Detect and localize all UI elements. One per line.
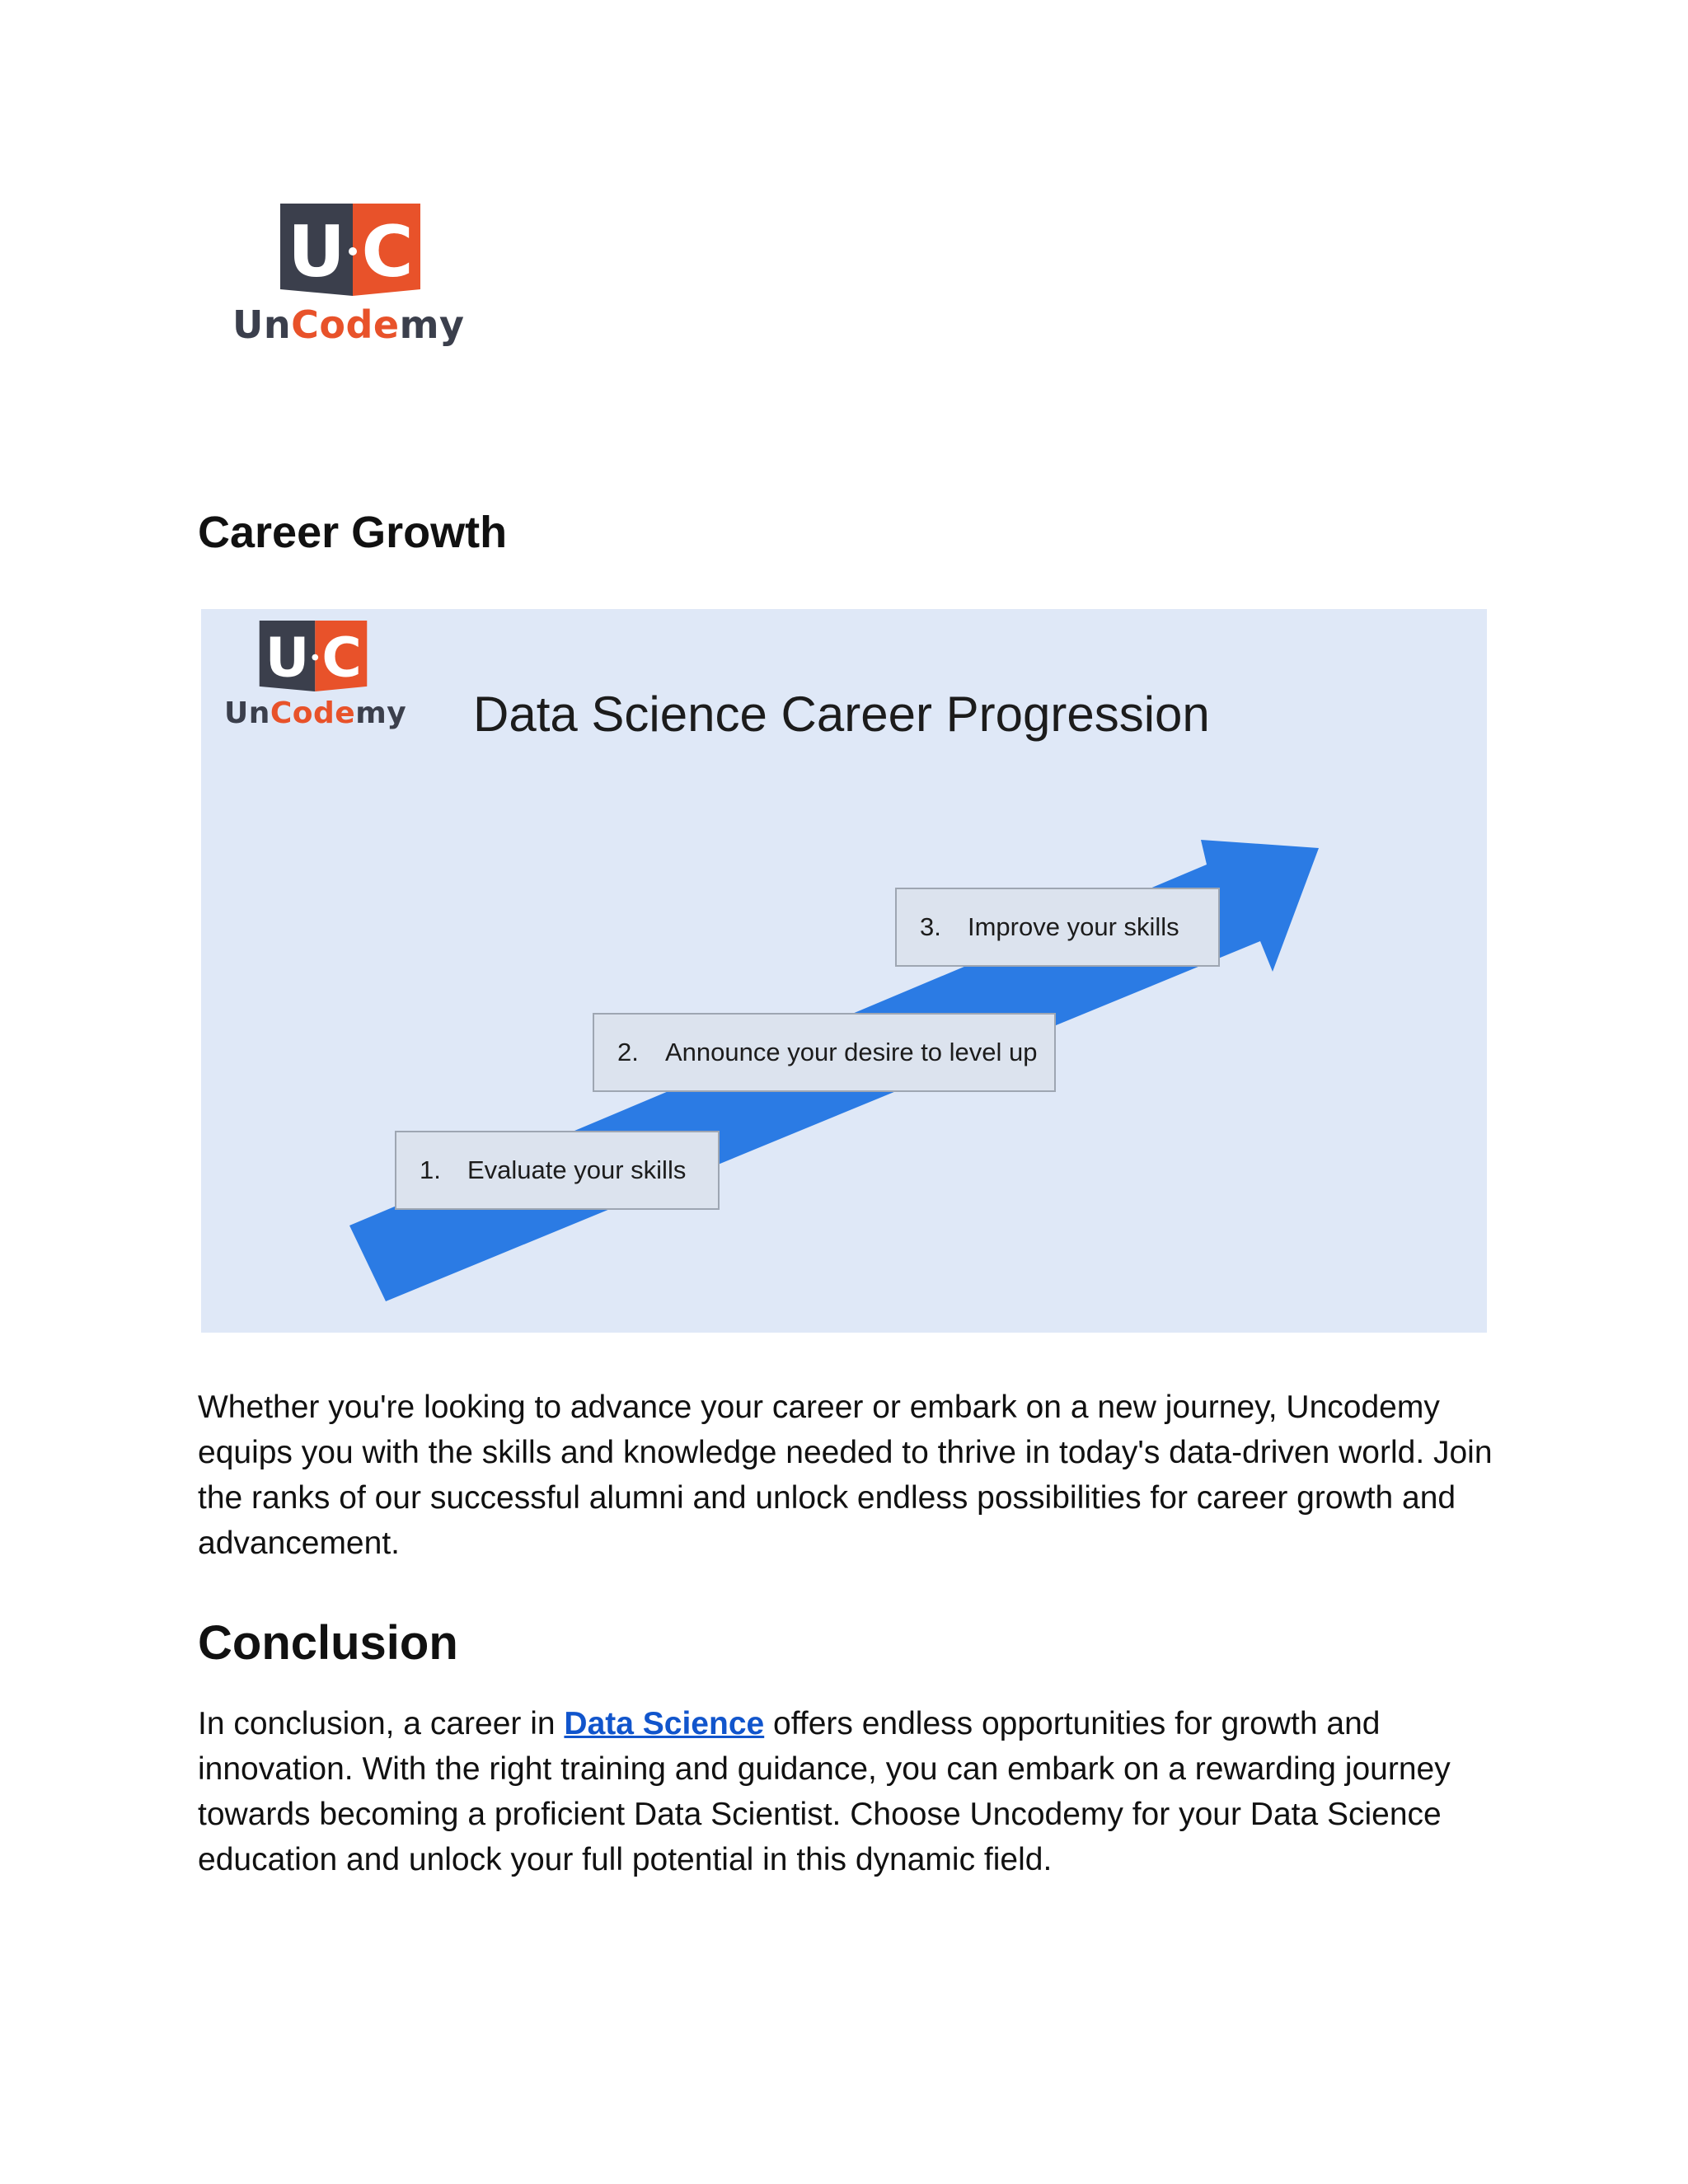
- figure-logo-letter-c: C: [321, 626, 362, 690]
- uncodemy-logo: [232, 202, 463, 350]
- career-paragraph: Whether you're looking to advance your career or embark on a new journey, Uncodemy equips you with the skills and knowledge needed to thrive in today's data-driven world. Join the ranks of our successful alumni and unlock endless possibilities for career growth and advancement.: [198, 1390, 1493, 1561]
- step-number: 1.: [420, 1155, 441, 1184]
- figure-logo-wordmark: UnCodemy: [224, 696, 407, 730]
- step-box-1: [395, 1131, 720, 1210]
- uc-logo-mark: [280, 204, 420, 296]
- step-box-3: [895, 888, 1220, 967]
- step-number: 3.: [920, 912, 941, 941]
- conclusion-heading: Conclusion: [198, 1616, 458, 1670]
- step-number: 2.: [617, 1038, 639, 1066]
- figure-logo-letter-u: U: [265, 626, 310, 690]
- figure-logo-mark: [259, 621, 368, 691]
- logo-mark-letter-c: C: [361, 211, 414, 293]
- career-progression-figure: [201, 609, 1487, 1333]
- conclusion-paragraph: [198, 1701, 1500, 1882]
- logo-mark-letter-u: U: [288, 211, 345, 293]
- step-label: Announce your desire to level up: [665, 1038, 1038, 1066]
- career-growth-heading: Career Growth: [198, 508, 508, 557]
- logo-wordmark: UnCodemy: [232, 302, 465, 347]
- step-label: Evaluate your skills: [467, 1155, 687, 1184]
- figure-logo: [224, 621, 406, 736]
- step-label: Improve your skills: [968, 912, 1179, 941]
- figure-title: Data Science Career Progression: [473, 687, 1210, 742]
- conclusion-text-end: offers endless opportunities for growth and innovation. With the right training and guidance, you can embark on a rewarding journey towards becoming a proficient Data Scientist. Choose Uncodemy for your Data Science education and unlock your full potential in this dynamic field.: [198, 1706, 1451, 1877]
- conclusion-text-start: In conclusion, a career in: [198, 1706, 565, 1741]
- data-science-link[interactable]: Data Science: [564, 1706, 765, 1741]
- step-box-2: [593, 1013, 1056, 1092]
